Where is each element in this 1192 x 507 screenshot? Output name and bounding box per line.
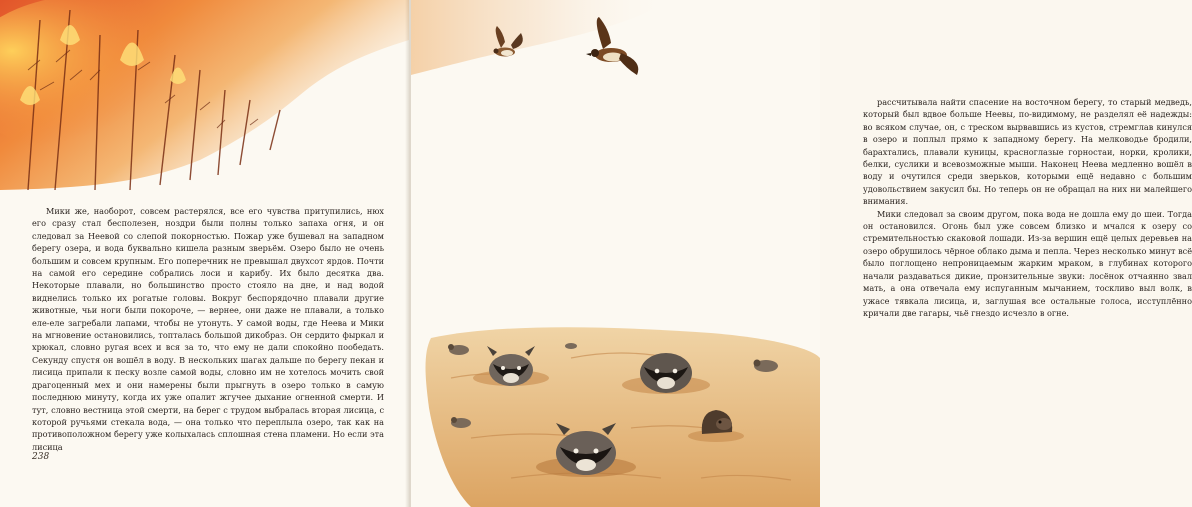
left-page xyxy=(0,0,409,507)
flying-birds-illustration xyxy=(411,0,820,95)
fire-forest-illustration xyxy=(0,0,409,190)
paragraph: Мики же, наоборот, совсем растерялся, все его чувства притупились, нюх его сразу стал бесполезен, ноздри были полны только запаха огня, и он следовал за Неевой со слепой покорностью. Пожар уже бушевал на западном берегу озера, и вода буквально кишела разным зверьём. Озеро было не очень большим и совсем крупным. Его поперечник не превышал двухсот ярдов. Почти на самой его середине собрались лоси и карибу. Их было десятка два. Некоторые плавали, но большинство просто стояло на дне, и над водой виднелись только их рогатые головы. Вокруг беспорядочно плавали другие животные, чьи ноги были покороче, — вернее, они даже не плавали, а только еле-еле загребали лапами, чтобы не утонуть. У самой воды, где Неева и Мики на мгновение остановились, топталась большой дикобраз. Он сердито фыркал и хрюкал, словно ругая всех и вся за то, что ему не дали спокойно пообедать. Секунду спустя он вошёл в воду. В нескольких шагах дальше по берегу пекан и лисица припали к песку возле самой воды, словно им не хотелось мочить свой драгоценный мех и они намерены были прыгнуть в озеро только в самую последнюю минуту, когда их уже опалит жгучее дыхание огненной смерти. И тут, словно вестница этой смерти, на берег с трудом выбралась вторая лисица, с которой ручьями стекала вода, — она только что переплыла озеро, так как на противоположном берегу уже колыхалась сплошная стена пламени. Но если эта лисица xyxy=(32,206,384,452)
right-page-text xyxy=(863,96,1192,319)
left-page-text xyxy=(32,205,384,453)
page-number: 238 xyxy=(32,452,50,462)
paragraph: Мики следовал за своим другом, пока вода не дошла ему до шеи. Тогда он остановился. Огонь был уже совсем близко и мчался к озеру со стремительностью скаковой лошади. Из-за вершин ещё целых деревьев на озеро обрушилось чёрное облако дыма и пепла. Через несколько минут всё было поглощено непроницаемым жарким мраком, в глубинах которого начали раздаваться дикие, пронзительные звуки: лосёнок отчаянно звал мать, а она отвечала ему испуганным мычанием, тоскливо выл волк, в ужасе тявкала лисица, и, заглушая все остальные голоса, исступлённо кричали две гагары, чьё гнездо исчезло в огне. xyxy=(863,208,1192,318)
paragraph: рассчитывала найти спасение на восточном берегу, то старый медведь, который был вдвое больше Неевы, по-видимому, не разделял её надежды: во всяком случае, он, с треском вырвавшись из кустов, стремглав кинулся в озеро и поплыл прямо к западному берегу. На мелководье бродили, барахтались, плавали куницы, красноглазые горностаи, норки, кролики, белки, суслики и всевозможные мыши. Наконец Неева медленно вошёл в воду и очутился среди зверьков, которыми ещё недавно с большим удовольствием закусил бы. Но теперь он не обращал на них ни малейшего внимания. xyxy=(863,97,1192,207)
lake-animals-illustration xyxy=(411,318,820,507)
right-page xyxy=(411,0,1192,507)
